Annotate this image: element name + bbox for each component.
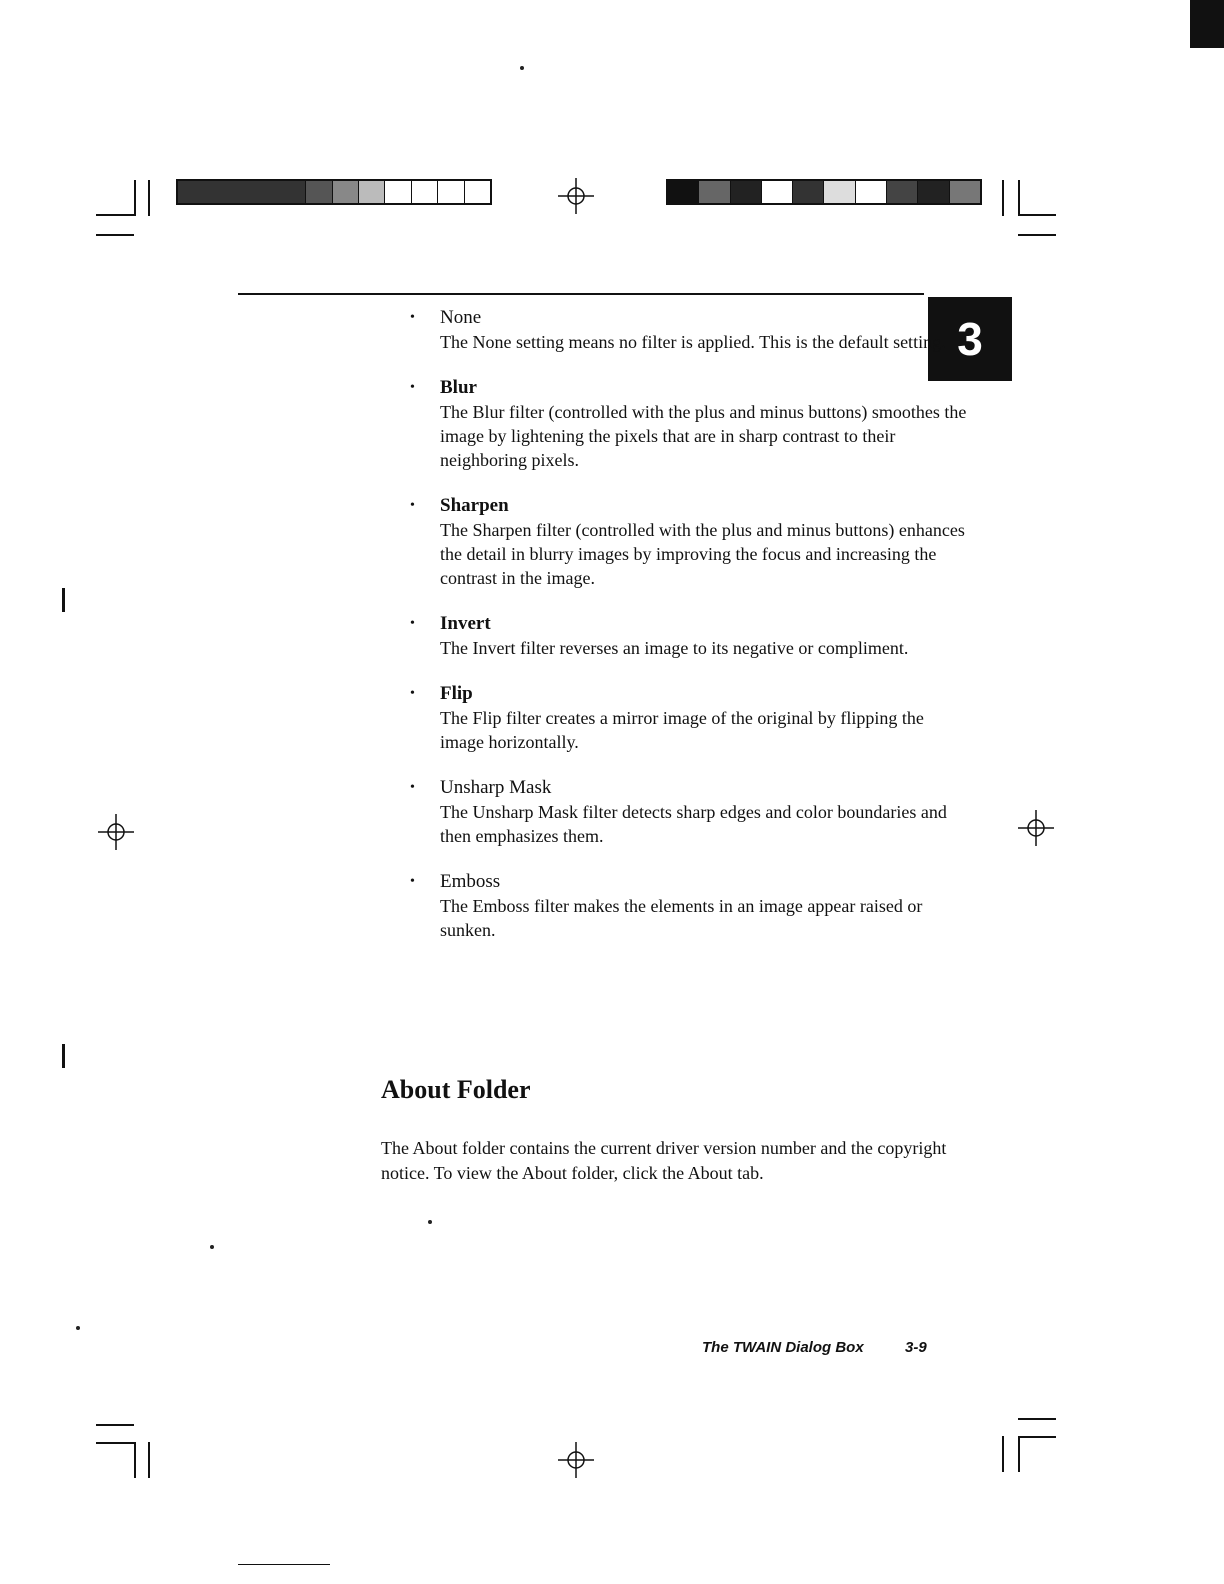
color-bar-right [666, 179, 982, 205]
crop-mark-top-right-h1 [1018, 214, 1056, 216]
bullet-icon: • [410, 498, 415, 513]
crop-mark-top-left-h1 [96, 214, 136, 216]
corner-mark [1190, 0, 1224, 48]
filter-title: Sharpen [440, 495, 509, 516]
filter-item [408, 682, 968, 754]
header-rule [238, 293, 924, 295]
filter-description: The Sharpen filter (controlled with the plus and minus buttons) enhances the detail in blurry images by improving the focus and increasing the contrast in the image. [440, 520, 965, 588]
filter-item [408, 870, 968, 942]
crop-mark-bottom-right-h1 [1018, 1418, 1056, 1420]
filter-list [408, 306, 968, 964]
filter-item [408, 612, 968, 660]
registration-target-bottom-icon [556, 1440, 596, 1480]
scan-speck [428, 1220, 432, 1224]
registration-target-right-icon [1016, 808, 1056, 848]
bullet-icon: • [410, 874, 415, 889]
bullet-icon: • [410, 380, 415, 395]
filter-description: The Flip filter creates a mirror image of the original by flipping the image horizontally. [440, 708, 924, 752]
registration-target-left-icon [96, 812, 136, 852]
crop-mark-bottom-right-h2 [1018, 1436, 1056, 1438]
crop-mark-top-right-v1 [1002, 180, 1004, 216]
filter-title: Flip [440, 683, 473, 704]
scan-speck [62, 588, 65, 612]
crop-mark-bottom-left-h1 [96, 1424, 134, 1426]
filter-item [408, 776, 968, 848]
filter-title: Emboss [440, 871, 501, 892]
crop-mark-bottom-right-v1 [1002, 1436, 1004, 1472]
section-heading: About Folder [381, 1075, 531, 1104]
filter-title: None [440, 307, 482, 328]
bottom-rule [238, 1564, 330, 1565]
crop-mark-top-left-h2 [96, 234, 134, 236]
crop-mark-top-left-v2 [148, 180, 150, 216]
footer-page-number: 3-9 [905, 1339, 927, 1356]
filter-description: The Invert filter reverses an image to its negative or compliment. [440, 638, 909, 658]
crop-mark-bottom-left-h2 [96, 1442, 134, 1444]
filter-description: The Blur filter (controlled with the plus and minus buttons) smoothes the image by lightening the pixels that are in sharp contrast to their neighboring pixels. [440, 402, 967, 470]
filter-title: Blur [440, 377, 477, 398]
bullet-icon: • [410, 686, 415, 701]
crop-mark-top-right-v2 [1018, 180, 1020, 216]
bullet-icon: • [410, 780, 415, 795]
filter-description: The Emboss filter makes the elements in an image appear raised or sunken. [440, 896, 923, 940]
filter-item [408, 306, 968, 354]
footer-title: The TWAIN Dialog Box [702, 1339, 864, 1356]
registration-target-top-icon [556, 176, 596, 216]
filter-description: The None setting means no filter is applied. This is the default setting. [440, 332, 946, 352]
bullet-icon: • [410, 616, 415, 631]
crop-mark-bottom-left-v1 [134, 1442, 136, 1478]
scan-speck [62, 1044, 65, 1068]
filter-title: Invert [440, 613, 491, 634]
crop-mark-top-left-v1 [134, 180, 136, 216]
bullet-icon: • [410, 310, 415, 325]
scan-speck [520, 66, 524, 70]
scan-speck [210, 1245, 214, 1249]
crop-mark-bottom-left-v2 [148, 1442, 150, 1478]
filter-title: Unsharp Mask [440, 777, 552, 798]
scan-speck [76, 1326, 80, 1330]
color-bar-left [176, 179, 492, 205]
filter-description: The Unsharp Mask filter detects sharp edges and color boundaries and then emphasizes them. [440, 802, 947, 846]
filter-item [408, 494, 968, 590]
chapter-tab: 3 [928, 297, 1012, 381]
filter-item [408, 376, 968, 472]
crop-mark-top-right-h2 [1018, 234, 1056, 236]
crop-mark-bottom-right-v2 [1018, 1436, 1020, 1472]
section-body: The About folder contains the current driver version number and the copyright notice. To view the About folder, click the About tab. [381, 1138, 947, 1183]
